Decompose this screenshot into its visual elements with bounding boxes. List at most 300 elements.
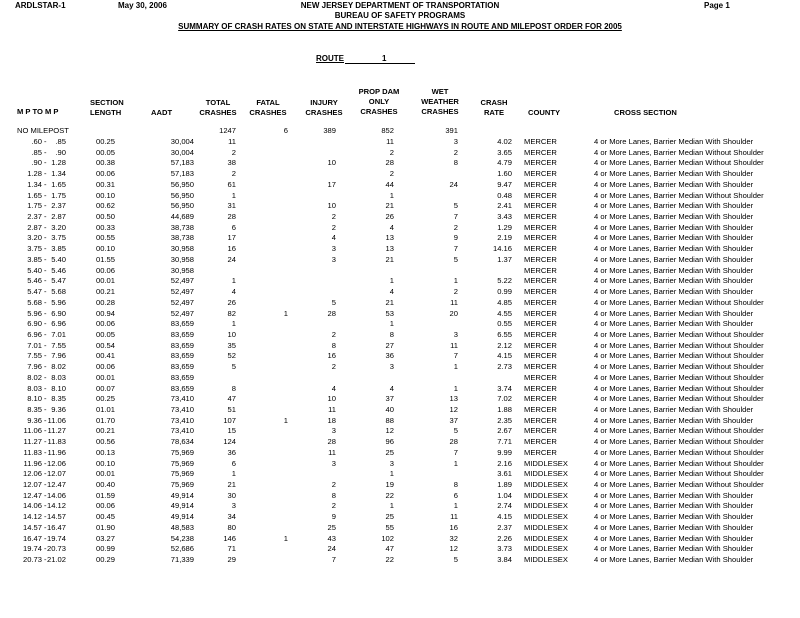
cell-cross: 4 or More Lanes, Barrier Median With Shoulder xyxy=(594,244,754,254)
cell-prop: 28 xyxy=(385,158,394,168)
cell-wet: 12 xyxy=(449,405,458,414)
table-row xyxy=(0,500,800,511)
cell-aadt: 54,238 xyxy=(170,533,194,543)
cell-total: 146 xyxy=(223,533,236,543)
cell-total: 2 xyxy=(231,147,236,157)
cell-total: 24 xyxy=(227,254,236,264)
cell-to: 3.75 xyxy=(51,233,66,243)
cell-injury: 3 xyxy=(331,426,336,436)
cell-cross: 4 or More Lanes, Barrier Median With Shoulder xyxy=(594,490,754,500)
cell-cross: 4 or More Lanes, Barrier Median Without Shoulder xyxy=(594,147,764,157)
cell-county: MERCER xyxy=(524,437,557,447)
page-number: Page 1 xyxy=(704,1,730,10)
cell-aadt: 56,950 xyxy=(170,201,194,211)
cell-rate: 3.73 xyxy=(497,544,512,554)
cell-total: 8 xyxy=(231,383,236,393)
cell-wet: 16 xyxy=(449,522,458,532)
cell-len: 00.06 xyxy=(96,169,116,179)
cell-aadt: 73,410 xyxy=(170,426,194,436)
cell-county: MERCER xyxy=(524,405,557,414)
cell-wet: 20 xyxy=(449,308,458,318)
cell-rate: 2.74 xyxy=(497,501,512,511)
cell-prop: 1 xyxy=(389,319,394,329)
table-row xyxy=(0,190,800,201)
cell-cross: 4 or More Lanes, Barrier Median With Shoulder xyxy=(594,544,754,554)
cell-total: 71 xyxy=(227,544,236,554)
cell-rate: 6.55 xyxy=(497,329,512,339)
table-row xyxy=(0,361,800,372)
cell-total: 107 xyxy=(223,415,236,425)
cell-cross: 4 or More Lanes, Barrier Median With Shoulder xyxy=(594,555,754,565)
cell-aadt: 56,950 xyxy=(170,190,194,200)
table-row xyxy=(0,458,800,469)
cell-from: 3.20 xyxy=(27,233,42,243)
cell-cross: 4 or More Lanes, Barrier Median With Shoulder xyxy=(594,137,754,146)
table-row xyxy=(0,436,800,447)
cell-county: MERCER xyxy=(524,190,557,200)
range-dash: - xyxy=(44,222,47,232)
cell-from: 3.85 xyxy=(27,254,42,264)
cell-aadt: 78,634 xyxy=(170,437,194,447)
cell-rate: 3.65 xyxy=(497,147,512,157)
cell-total: 82 xyxy=(227,308,236,318)
cell-aadt: 52,497 xyxy=(170,297,194,307)
report-date: May 30, 2006 xyxy=(118,1,167,10)
cell-wet: 5 xyxy=(453,555,458,565)
range-dash: - xyxy=(44,158,47,168)
col-header-total: TOTAL CRASHES xyxy=(199,98,237,117)
cell-len: 00.29 xyxy=(96,555,116,565)
table-row xyxy=(0,254,800,265)
cell-aadt: 52,686 xyxy=(170,544,194,554)
cell-county: MERCER xyxy=(524,308,557,318)
range-dash: - xyxy=(44,287,47,297)
cell-rate: 1.29 xyxy=(497,222,512,232)
cell-from: 12.06 xyxy=(22,469,42,479)
cell-total: 17 xyxy=(227,233,236,243)
cell-cross: 4 or More Lanes, Barrier Median With Shoulder xyxy=(594,287,754,297)
cell-total: 1 xyxy=(231,469,236,479)
cell-wet: 1 xyxy=(453,501,458,511)
cell-injury: 5 xyxy=(331,297,336,307)
range-dash: - xyxy=(44,340,47,350)
cell-cross: 4 or More Lanes, Barrier Median Without Shoulder xyxy=(594,426,764,436)
cell-prop: 13 xyxy=(385,233,394,243)
cell-wet: 7 xyxy=(453,212,458,222)
cell-total: 80 xyxy=(227,522,236,532)
cell-rate: 5.22 xyxy=(497,276,512,286)
cell-to: 7.96 xyxy=(51,351,66,361)
no-milepost-label: NO MILEPOST xyxy=(17,126,69,135)
cell-prop: 1 xyxy=(389,190,394,200)
cell-from: 16.47 xyxy=(22,533,42,543)
cell-injury: 2 xyxy=(331,329,336,339)
cell-to: 3.85 xyxy=(51,244,66,254)
cell-len: 00.41 xyxy=(96,351,116,361)
cell-to: 8.02 xyxy=(51,362,66,372)
cell-len: 00.38 xyxy=(96,158,116,168)
cell-from: 12.07 xyxy=(22,480,42,490)
col-header-cross-section: CROSS SECTION xyxy=(614,108,677,117)
table-row xyxy=(0,350,800,361)
cell-prop: 102 xyxy=(381,533,394,543)
cell-aadt: 83,659 xyxy=(170,319,194,329)
cell-injury: 17 xyxy=(327,179,336,189)
range-dash: - xyxy=(44,383,47,393)
cell-aadt: 83,659 xyxy=(170,383,194,393)
route-number: 1 xyxy=(382,54,387,63)
cell-rate: 2.16 xyxy=(497,458,512,468)
cell-to: 14.12 xyxy=(46,501,66,511)
table-row xyxy=(0,533,800,544)
cell-county: MIDDLESEX xyxy=(524,544,568,554)
cell-prop: 11 xyxy=(386,137,394,146)
cell-wet: 5 xyxy=(453,426,458,436)
cell-aadt: 38,738 xyxy=(170,233,194,243)
cell-county: MIDDLESEX xyxy=(524,480,568,490)
cell-total: 47 xyxy=(227,394,236,404)
cell-county: MERCER xyxy=(524,329,557,339)
range-dash: - xyxy=(44,394,47,404)
cell-wet: 37 xyxy=(449,415,458,425)
col-header-fatal: FATAL CRASHES xyxy=(249,98,287,117)
cell-wet: 3 xyxy=(453,137,458,146)
cell-len: 01.55 xyxy=(96,254,116,264)
cell-total: 5 xyxy=(231,362,236,372)
cell-cross: 4 or More Lanes, Barrier Median With Shoulder xyxy=(594,169,754,179)
cell-injury: 11 xyxy=(328,405,336,414)
cell-wet: 5 xyxy=(453,201,458,211)
cell-len: 00.99 xyxy=(96,544,116,554)
cell-to: 7.55 xyxy=(51,340,66,350)
cell-county: MERCER xyxy=(524,244,557,254)
cell-cross: 4 or More Lanes, Barrier Median With Shoulder xyxy=(594,212,754,222)
cell-wet: 1 xyxy=(453,362,458,372)
cell-injury: 9 xyxy=(331,512,336,522)
range-dash: - xyxy=(44,533,47,543)
cell-total: 35 xyxy=(227,340,236,350)
report-id: ARDLSTAR-1 xyxy=(15,1,66,10)
cell-len: 00.50 xyxy=(96,212,116,222)
cell-county: MERCER xyxy=(524,372,557,382)
cell-aadt: 38,738 xyxy=(170,222,194,232)
cell-total: 34 xyxy=(227,512,236,522)
cell-prop: 21 xyxy=(385,297,394,307)
cell-from: 1.28 xyxy=(27,169,42,179)
cell-prop: 88 xyxy=(385,415,394,425)
cell-from: 11.06 xyxy=(23,426,42,436)
cell-len: 00.21 xyxy=(96,287,116,297)
cell-len: 01.70 xyxy=(96,415,116,425)
cell-to: 7.01 xyxy=(51,329,66,339)
cell-rate: 1.04 xyxy=(497,490,512,500)
cell-prop: 3 xyxy=(389,458,394,468)
cell-to: .90 xyxy=(55,147,66,157)
cell-county: MIDDLESEX xyxy=(524,512,568,522)
cell-prop: 12 xyxy=(385,426,394,436)
cell-aadt: 73,410 xyxy=(170,394,194,404)
range-dash: - xyxy=(44,555,47,565)
cell-county: MERCER xyxy=(524,351,557,361)
cell-injury: 10 xyxy=(327,158,336,168)
cell-fatal: 1 xyxy=(283,533,288,543)
cell-len: 00.01 xyxy=(96,276,116,286)
cell-injury: 4 xyxy=(331,383,336,393)
cell-from: 11.96 xyxy=(23,458,42,468)
cell-cross: 4 or More Lanes, Barrier Median With Shoulder xyxy=(594,512,754,522)
cell-rate: 2.26 xyxy=(497,533,512,543)
cell-from: 3.75 xyxy=(27,244,42,254)
cell-total: 38 xyxy=(227,158,236,168)
cell-injury: 2 xyxy=(331,212,336,222)
cell-rate: 3.61 xyxy=(497,469,512,479)
table-row xyxy=(0,490,800,501)
table-row xyxy=(0,243,800,254)
cell-rate: 0.99 xyxy=(497,287,512,297)
cell-from: 2.37 xyxy=(27,212,42,222)
cell-aadt: 75,969 xyxy=(170,469,194,479)
cell-cross: 4 or More Lanes, Barrier Median With Shoulder xyxy=(594,415,754,425)
cell-wet: 9 xyxy=(453,233,458,243)
cell-county: MERCER xyxy=(524,147,557,157)
cell-from: .60 xyxy=(31,137,42,146)
department-title: NEW JERSEY DEPARTMENT OF TRANSPORTATION xyxy=(300,1,500,10)
col-header-county: COUNTY xyxy=(528,108,561,117)
cell-to: 1.34 xyxy=(51,169,66,179)
cell-len: 00.06 xyxy=(96,501,116,511)
table-row xyxy=(0,404,800,415)
range-dash: - xyxy=(44,362,47,372)
cell-from: .90 xyxy=(31,158,42,168)
cell-cross: 4 or More Lanes, Barrier Median With Shoulder xyxy=(594,533,754,543)
cell-county: MERCER xyxy=(524,415,557,425)
cell-cross: 4 or More Lanes, Barrier Median Without Shoulder xyxy=(594,469,764,479)
cell-from: 11.83 xyxy=(23,447,42,457)
cell-len: 00.45 xyxy=(96,512,116,522)
table-row xyxy=(0,468,800,479)
table-row xyxy=(0,383,800,394)
cell-county: MERCER xyxy=(524,276,557,286)
cell-cross: 4 or More Lanes, Barrier Median With Shoulder xyxy=(594,501,754,511)
table-row xyxy=(0,393,800,404)
range-dash: - xyxy=(44,233,47,243)
cell-rate: 2.37 xyxy=(497,522,512,532)
cell-county: MERCER xyxy=(524,254,557,264)
cell-total: 30 xyxy=(227,490,236,500)
range-dash: - xyxy=(44,319,47,329)
cell-wet: 28 xyxy=(449,437,458,447)
cell-county: MIDDLESEX xyxy=(524,555,568,565)
cell-rate: 1.88 xyxy=(497,405,512,414)
cell-prop: 1 xyxy=(389,469,394,479)
cell-from: 2.87 xyxy=(27,222,42,232)
range-dash: - xyxy=(44,501,47,511)
cell-cross: 4 or More Lanes, Barrier Median With Shoulder xyxy=(594,319,754,329)
cell-to: 6.96 xyxy=(51,319,66,329)
cell-to: 5.40 xyxy=(51,254,66,264)
cell-rate: 3.84 xyxy=(497,555,512,565)
cell-wet: 11 xyxy=(450,340,458,350)
range-dash: - xyxy=(44,254,47,264)
cell-from: 5.40 xyxy=(27,265,42,275)
cell-injury: 2 xyxy=(331,362,336,372)
cell-wet: 8 xyxy=(453,480,458,490)
cell-prop: 22 xyxy=(385,490,394,500)
cell-to: 11.96 xyxy=(47,447,66,457)
cell-injury: 3 xyxy=(331,244,336,254)
table-row xyxy=(0,479,800,490)
range-dash: - xyxy=(44,265,47,275)
no-milepost-total: 1247 xyxy=(219,126,236,135)
table-row xyxy=(0,200,800,211)
cell-aadt: 83,659 xyxy=(170,351,194,361)
table-row xyxy=(0,447,800,458)
cell-to: 11.06 xyxy=(47,415,66,425)
cell-total: 16 xyxy=(227,244,236,254)
cell-from: 5.46 xyxy=(27,276,42,286)
cell-total: 124 xyxy=(223,437,236,447)
no-milepost-wet: 391 xyxy=(445,126,458,135)
cell-wet: 1 xyxy=(453,383,458,393)
cell-cross: 4 or More Lanes, Barrier Median With Shoulder xyxy=(594,179,754,189)
cell-cross: 4 or More Lanes, Barrier Median Without Shoulder xyxy=(594,297,764,307)
cell-injury: 28 xyxy=(327,308,336,318)
cell-rate: 3.74 xyxy=(497,383,512,393)
cell-county: MERCER xyxy=(524,362,557,372)
cell-wet: 11 xyxy=(450,512,458,522)
cell-len: 00.01 xyxy=(96,469,116,479)
cell-aadt: 56,950 xyxy=(170,179,194,189)
cell-from: 8.10 xyxy=(27,394,42,404)
cell-rate: 2.41 xyxy=(497,201,512,211)
cell-rate: 14.16 xyxy=(492,244,512,254)
table-row xyxy=(0,179,800,190)
table-row xyxy=(0,340,800,351)
table-row xyxy=(0,543,800,554)
cell-prop: 37 xyxy=(385,394,394,404)
cell-len: 00.05 xyxy=(96,329,116,339)
cell-wet: 13 xyxy=(449,394,458,404)
cell-prop: 40 xyxy=(385,405,394,414)
cell-len: 00.25 xyxy=(96,137,116,146)
no-milepost-row xyxy=(0,125,800,136)
cell-rate: 4.02 xyxy=(497,137,512,146)
cell-wet: 12 xyxy=(449,544,458,554)
cell-from: 1.34 xyxy=(27,179,42,189)
cell-prop: 4 xyxy=(389,383,394,393)
table-row xyxy=(0,157,800,168)
table-row xyxy=(0,232,800,243)
cell-aadt: 83,659 xyxy=(170,362,194,372)
cell-rate: 4.15 xyxy=(497,512,512,522)
cell-cross: 4 or More Lanes, Barrier Median Without Shoulder xyxy=(594,447,764,457)
cell-aadt: 71,339 xyxy=(170,555,194,565)
cell-injury: 43 xyxy=(327,533,336,543)
cell-aadt: 73,410 xyxy=(170,415,194,425)
cell-wet: 5 xyxy=(453,254,458,264)
col-header-wet-weather: WET WEATHER CRASHES xyxy=(421,87,459,116)
cell-prop: 96 xyxy=(385,437,394,447)
cell-to: 5.68 xyxy=(51,287,66,297)
cell-injury: 11 xyxy=(328,447,336,457)
cell-total: 3 xyxy=(231,501,236,511)
cell-len: 03.27 xyxy=(96,533,116,543)
cell-rate: 2.19 xyxy=(497,233,512,243)
cell-county: MIDDLESEX xyxy=(524,533,568,543)
cell-total: 2 xyxy=(231,169,236,179)
cell-len: 01.59 xyxy=(96,490,116,500)
cell-from: 20.73 xyxy=(22,555,42,565)
cell-to: 1.75 xyxy=(51,190,66,200)
cell-total: 51 xyxy=(227,405,236,414)
cell-aadt: 30,958 xyxy=(170,254,194,264)
no-milepost-injury: 389 xyxy=(323,126,336,135)
cell-prop: 2 xyxy=(389,169,394,179)
cell-aadt: 75,969 xyxy=(170,447,194,457)
cell-from: 1.65 xyxy=(27,190,42,200)
cell-total: 21 xyxy=(227,480,236,490)
cell-len: 00.28 xyxy=(96,297,116,307)
cell-aadt: 30,958 xyxy=(170,265,194,275)
cell-prop: 53 xyxy=(385,308,394,318)
cell-from: 1.75 xyxy=(27,201,42,211)
table-row xyxy=(0,372,800,383)
cell-from: 12.47 xyxy=(22,490,42,500)
cell-len: 00.55 xyxy=(96,233,116,243)
cell-county: MERCER xyxy=(524,319,557,329)
range-dash: - xyxy=(44,447,47,457)
cell-total: 31 xyxy=(227,201,236,211)
cell-aadt: 75,969 xyxy=(170,458,194,468)
cell-from: 8.35 xyxy=(27,405,42,414)
cell-to: 14.06 xyxy=(46,490,66,500)
cell-aadt: 83,659 xyxy=(170,372,194,382)
cell-wet: 11 xyxy=(450,297,458,307)
cell-len: 00.33 xyxy=(96,222,116,232)
cell-len: 00.40 xyxy=(96,480,116,490)
cell-total: 1 xyxy=(231,190,236,200)
cell-rate: 4.15 xyxy=(497,351,512,361)
cell-wet: 1 xyxy=(453,276,458,286)
cell-injury: 8 xyxy=(331,490,336,500)
range-dash: - xyxy=(44,147,47,157)
table-row xyxy=(0,211,800,222)
cell-injury: 3 xyxy=(331,458,336,468)
cell-prop: 44 xyxy=(385,179,394,189)
cell-from: 7.55 xyxy=(27,351,42,361)
cell-total: 28 xyxy=(227,212,236,222)
cell-aadt: 30,004 xyxy=(170,147,194,157)
cell-cross: 4 or More Lanes, Barrier Median Without Shoulder xyxy=(594,372,764,382)
range-dash: - xyxy=(44,405,47,414)
cell-to: 20.73 xyxy=(46,544,66,554)
cell-aadt: 44,689 xyxy=(170,212,194,222)
table-row xyxy=(0,265,800,276)
range-dash: - xyxy=(44,544,47,554)
cell-county: MERCER xyxy=(524,426,557,436)
cell-cross: 4 or More Lanes, Barrier Median Without Shoulder xyxy=(594,158,764,168)
cell-from: 6.96 xyxy=(27,329,42,339)
cell-to: 6.90 xyxy=(51,308,66,318)
cell-injury: 28 xyxy=(327,437,336,447)
cell-prop: 3 xyxy=(389,362,394,372)
cell-cross: 4 or More Lanes, Barrier Median With Shoulder xyxy=(594,276,754,286)
cell-county: MERCER xyxy=(524,137,557,146)
table-row xyxy=(0,318,800,329)
cell-wet: 2 xyxy=(453,222,458,232)
cell-injury: 24 xyxy=(327,544,336,554)
cell-rate: 3.43 xyxy=(497,212,512,222)
